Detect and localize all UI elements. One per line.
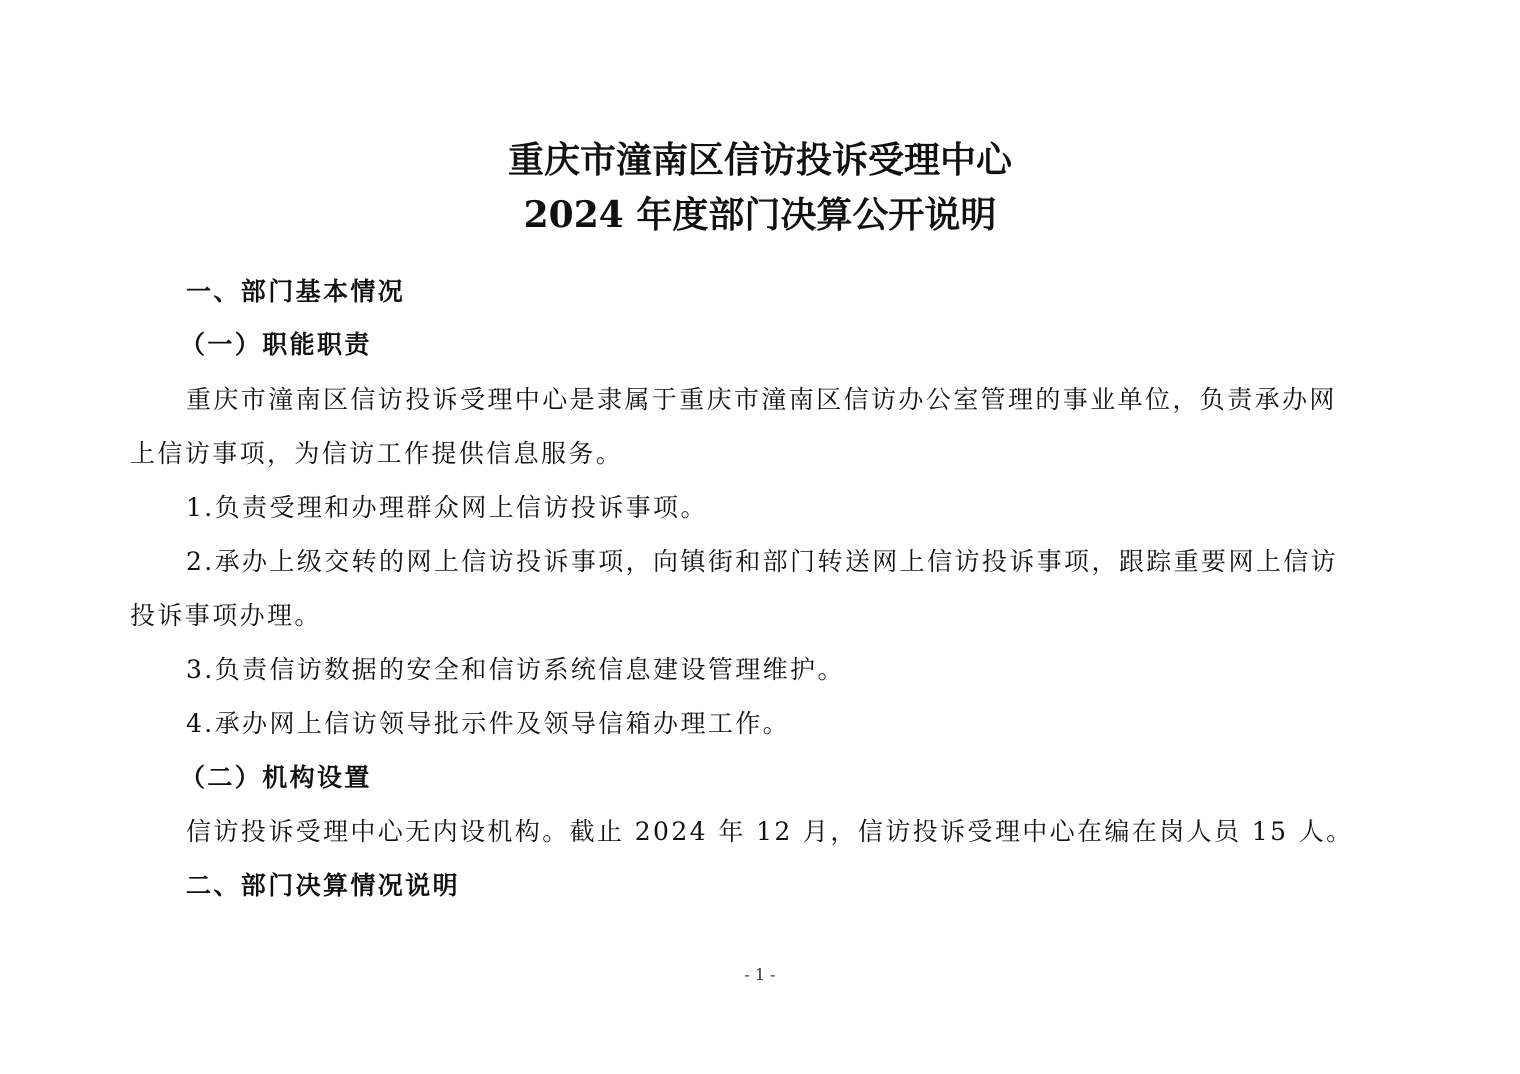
section-heading-basic-info: 一、部门基本情况	[186, 277, 406, 306]
list-item-2-line-1: 2.承办上级交转的网上信访投诉事项，向镇街和部门转送网上信访投诉事项，跟踪重要网上信访	[186, 547, 1339, 576]
subsection-heading-functions: （一）职能职责	[180, 330, 372, 359]
list-item-1: 1.负责受理和办理群众网上信访投诉事项。	[186, 493, 708, 522]
paragraph-organization: 信访投诉受理中心无内设机构。截止 2024 年 12 月，信访投诉受理中心在编在岗人员 15 人。	[186, 817, 1354, 846]
list-item-3: 3.负责信访数据的安全和信访系统信息建设管理维护。	[186, 655, 845, 684]
paragraph-functions-line-1: 重庆市潼南区信访投诉受理中心是隶属于重庆市潼南区信访办公室管理的事业单位，负责承办网	[186, 385, 1337, 414]
document-title-line-2: 2024 年度部门决算公开说明	[523, 194, 997, 236]
list-item-2-line-2: 投诉事项办理。	[130, 601, 322, 630]
document-title-line-1: 重庆市潼南区信访投诉受理中心	[507, 139, 1012, 181]
paragraph-functions-line-2: 上信访事项，为信访工作提供信息服务。	[130, 439, 624, 468]
subsection-heading-organization: （二）机构设置	[180, 763, 372, 792]
section-heading-final-accounts: 二、部门决算情况说明	[186, 871, 461, 900]
list-item-4: 4.承办网上信访领导批示件及领导信箱办理工作。	[186, 709, 791, 738]
page-number: - 1 -	[744, 965, 776, 984]
